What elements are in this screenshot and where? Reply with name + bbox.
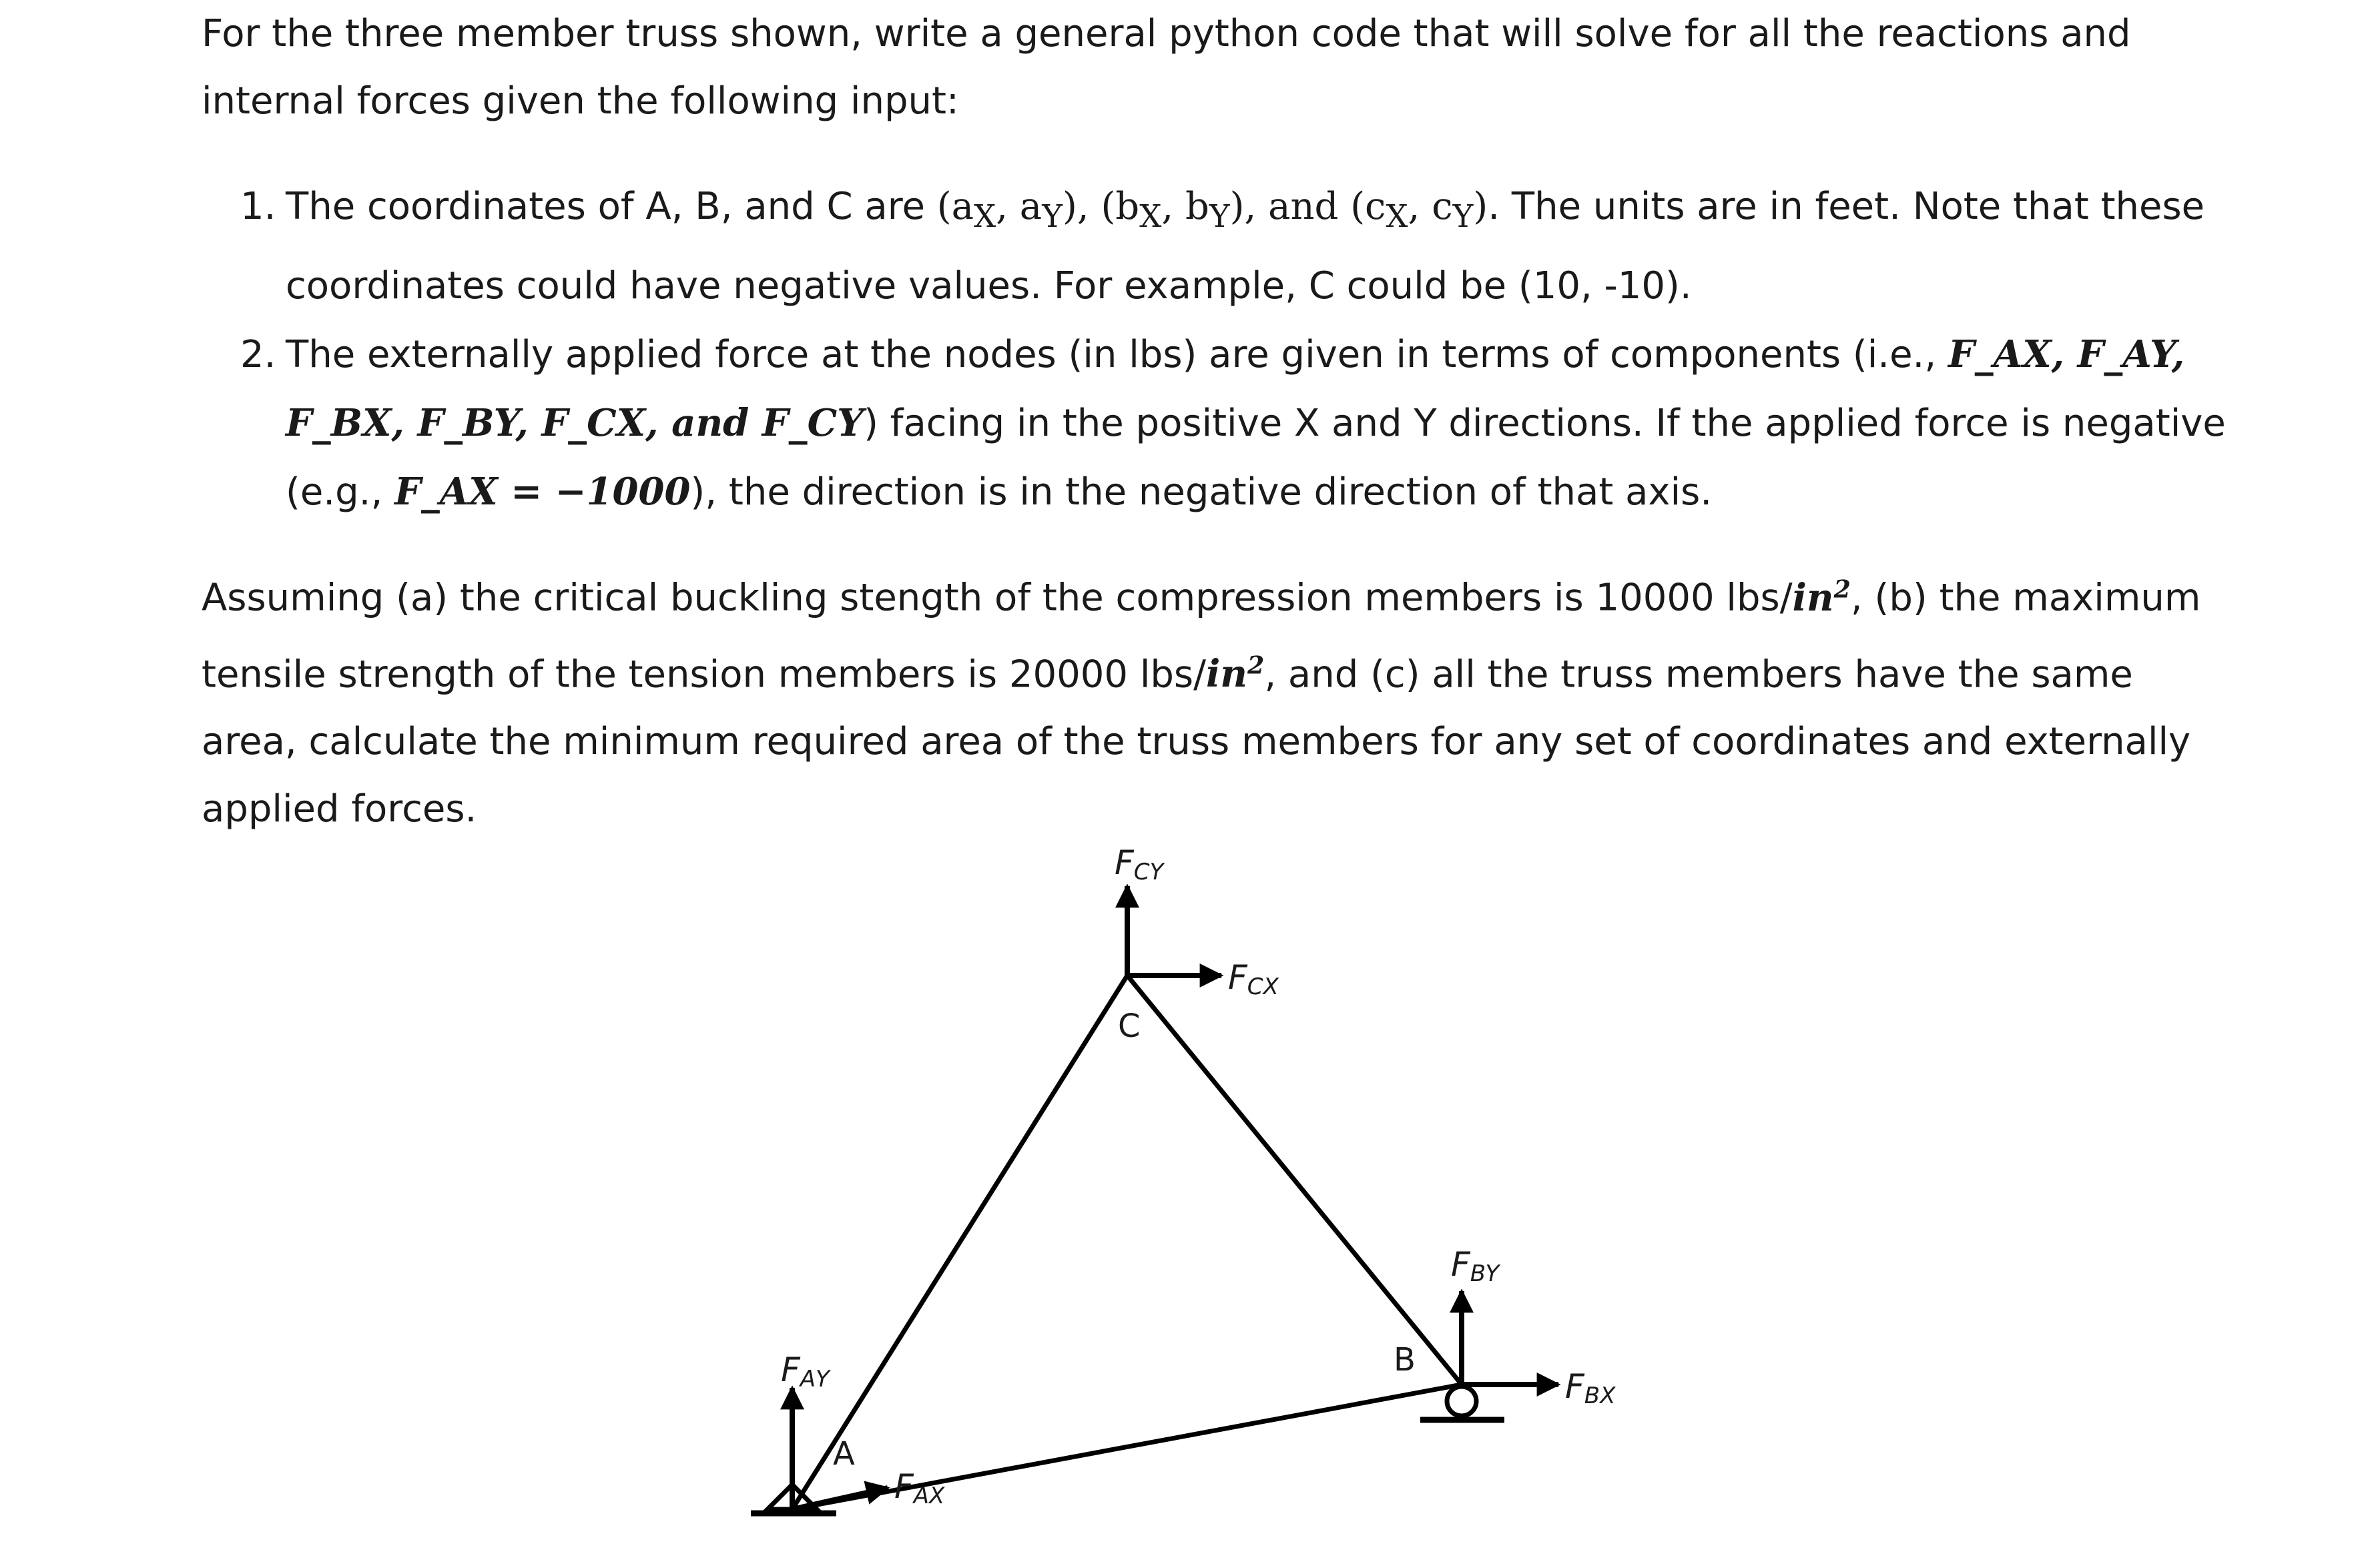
unit-in2: $in^2$ (1792, 574, 1851, 620)
list-number: 1. (240, 185, 276, 228)
assumption-paragraph: Assuming (a) the critical buckling stength of the compression members is 10000 lbs/$in^2$, (b) the maximum tensile strength of the tension members is 20000 lbs/$in^2$, and (c) all the truss members have the same area, calculate the minimum required area of the truss members for any set of coordinates and externally applied forces. (202, 574, 2201, 831)
force-components: F_AX, F_AY, F_BX, F_BY, F_CX, and F_CY (286, 332, 2185, 446)
member-AB (792, 1385, 1462, 1509)
unit-in2: $in^2$ (1205, 651, 1265, 697)
coordinate-expression: ($a_X$, $a_Y$), ($b_X$, $b_Y$), and ($c_X$, $c_Y$) (936, 185, 1488, 236)
intro-paragraph: For the three member truss shown, write a general python code that will solve for all the reactions and internal forces given the following input: (202, 12, 2131, 123)
example-expression: F_AX = −1000 (394, 470, 691, 514)
label-FCY: FCY (1115, 843, 1164, 885)
list-text: The externally applied force at the nodes (in lbs) are given in terms of components (i.e., (286, 333, 1937, 377)
node-label-C: C (1118, 1008, 1141, 1045)
member-CB (1127, 975, 1462, 1385)
member-AC (792, 975, 1127, 1509)
list-text: ), the direction is in the negative direction of that axis. (690, 470, 1713, 514)
node-label-B: B (1394, 1341, 1416, 1379)
list-text: The coordinates of A, B, and C are (286, 185, 937, 228)
label-FAY: FAY (781, 1350, 830, 1393)
list-number: 2. (240, 333, 276, 377)
label-FCX: FCX (1228, 958, 1279, 1000)
label-FBX: FBX (1565, 1367, 1616, 1409)
list-text: ) facing in the positive X and Y directions. If the applied force is negative (e.g., (286, 402, 2226, 514)
node-label-A: A (833, 1435, 855, 1473)
list-text: . The units are in feet. Note that these coordinates could have negative values. For example, C could be (10, -10). (286, 185, 2205, 308)
label-FBY: FBY (1451, 1245, 1500, 1287)
label-FAX: FAX (894, 1467, 945, 1509)
